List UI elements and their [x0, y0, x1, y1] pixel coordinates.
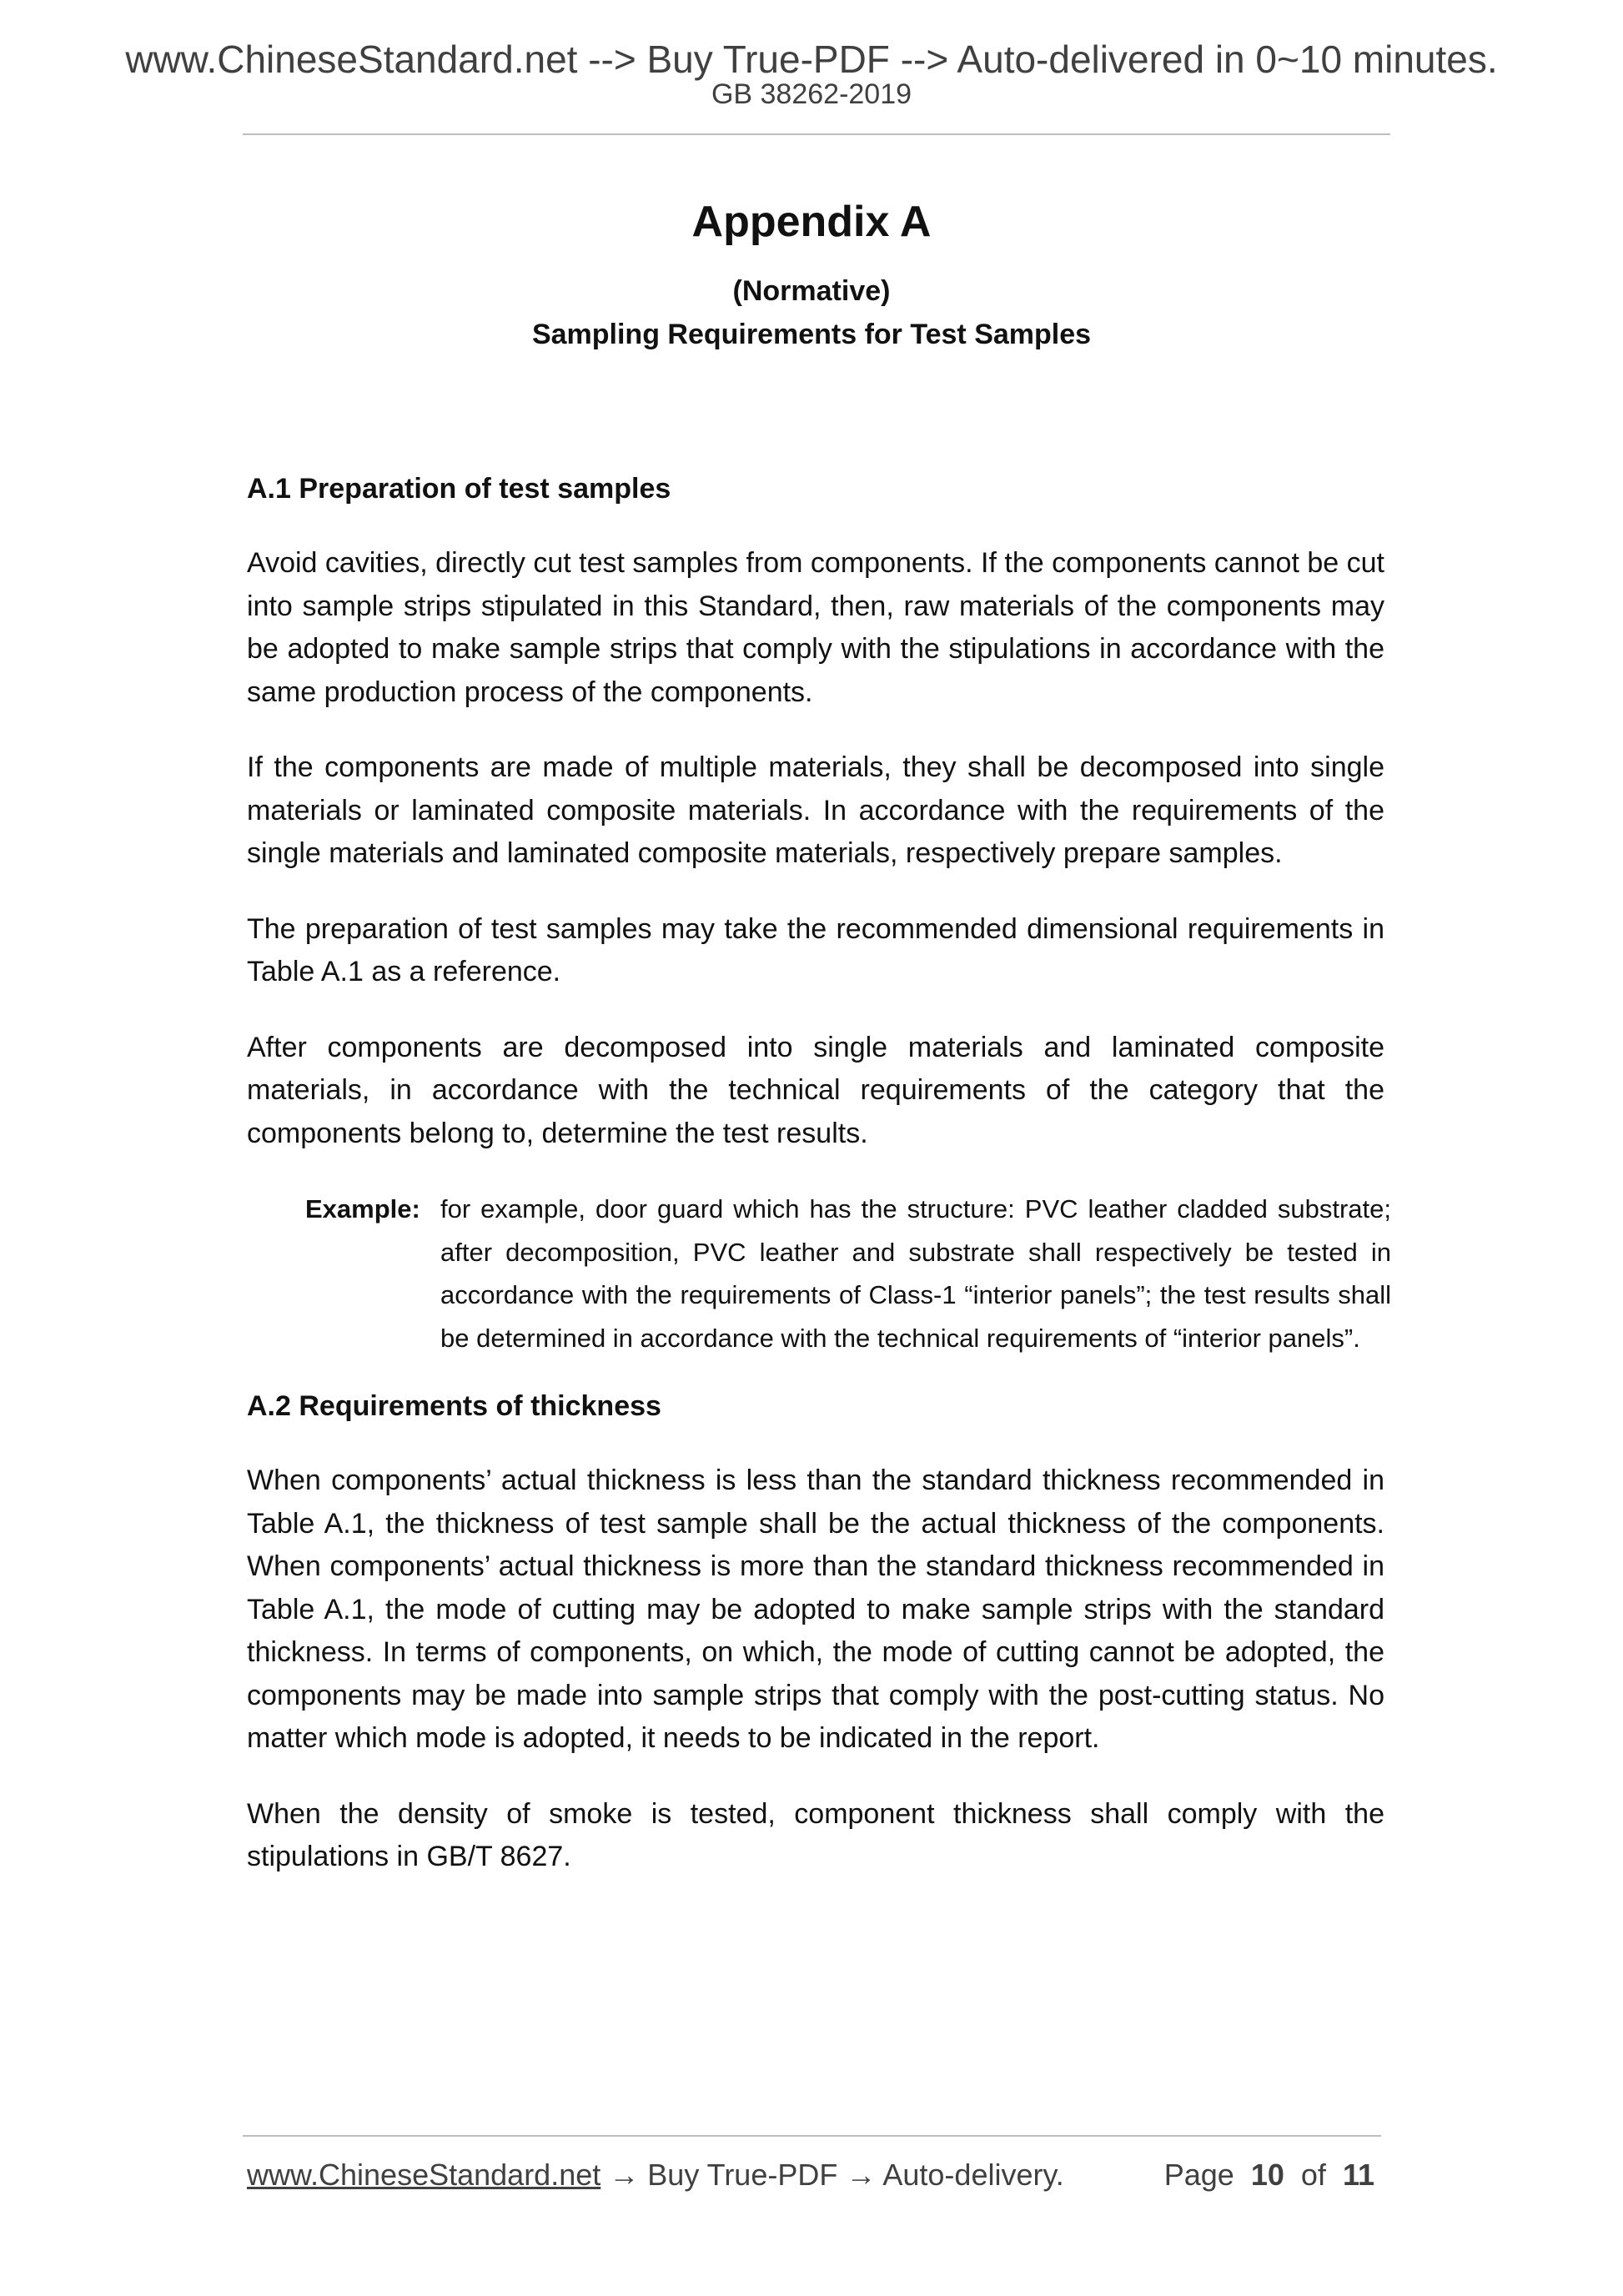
footer-buy-text: Buy True-PDF: [647, 2158, 838, 2192]
paragraph: The preparation of test samples may take the recommended dimensional requirements in Table A.1 as a reference.: [247, 912, 1384, 987]
footer-delivery-text: Auto-delivery.: [882, 2158, 1064, 2192]
page-number: 10: [1250, 2158, 1284, 2192]
paragraph: If the components are made of multiple materials, they shall be decomposed into single materials or laminated composite materials. In accordance with the requirements of the single materials and laminated composite materials, respectively prepare samples.: [247, 751, 1384, 869]
header-banner: www.ChineseStandard.net --> Buy True-PDF --> Auto-delivered in 0~10 minutes.: [125, 38, 1498, 81]
arrow-right-icon: →: [846, 2158, 877, 2192]
example-label: Example:: [305, 1194, 420, 1223]
appendix-title: Appendix A: [691, 198, 932, 246]
footer-divider: [243, 2135, 1381, 2137]
section-heading-a1: A.1 Preparation of test samples: [247, 473, 671, 505]
example-note: [305, 1188, 1391, 1359]
standard-code: GB 38262-2019: [711, 78, 912, 110]
paragraph: After components are decomposed into single materials and laminated composite materials, in accordance with the technical requirements of the category that the components belong to, determine the test results.: [247, 1031, 1384, 1149]
document-body: [247, 467, 1391, 1912]
footer-promo: [247, 2160, 1064, 2190]
paragraph: When the density of smoke is tested, component thickness shall comply with the stipulations in GB/T 8627.: [247, 1797, 1384, 1872]
total-pages: 11: [1342, 2158, 1374, 2192]
appendix-subtitle: Sampling Requirements for Test Samples: [531, 319, 1092, 350]
of-label: of: [1300, 2158, 1326, 2192]
paragraph: Avoid cavities, directly cut test samples from components. If the components cannot be cut into sample strips stipulated in this Standard, then, raw materials of the components may be adopted to make sample strips that comply with the stipulations in accordance with the same production process of the components.: [247, 547, 1384, 708]
page-indicator: [1164, 2160, 1374, 2190]
header-divider: [243, 133, 1390, 135]
paragraph: When components’ actual thickness is less than the standard thickness recommended in Table A.1, the thickness of test sample shall be the actual thickness of the components. When components’ actual thickness is more than the standard thickness recommended in Table A.1, the mode of cutting may be adopted to make sample strips with the standard thickness. In terms of components, on which, the mode of cutting cannot be adopted, the components may be made into sample strips that comply with the post-cutting status. No matter which mode is adopted, it needs to be indicated in the report.: [247, 1465, 1384, 1754]
arrow-right-icon: →: [609, 2158, 640, 2192]
example-text: for example, door guard which has the structure: PVC leather cladded substrate; after decomposition, PVC leather and substrate shall respectively be tested in accordance with the requirements of Class-1 “interior panels”; the test results shall be determined in accordance with the technical requirements of “interior panels”.: [440, 1194, 1391, 1353]
footer-site-link[interactable]: www.ChineseStandard.net: [247, 2158, 601, 2192]
page-label: Page: [1163, 2158, 1234, 2192]
section-heading-a2: A.2 Requirements of thickness: [247, 1390, 661, 1422]
appendix-normative-label: (Normative): [732, 275, 891, 307]
